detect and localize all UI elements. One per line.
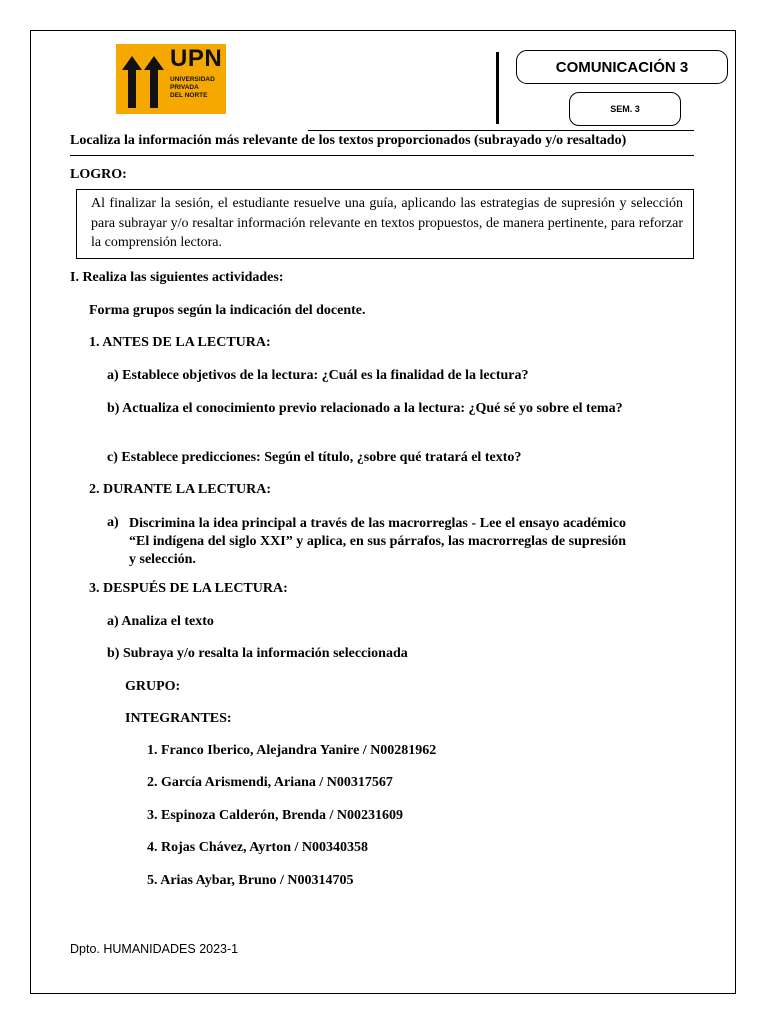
antes-item-a: a) Establece objetivos de la lectura: ¿Cuál es la finalidad de la lectura? bbox=[107, 368, 529, 383]
document-subtitle: Localiza la información más relevante de los textos proporcionados (subrayado y/o resaltado) bbox=[70, 133, 627, 148]
antes-item-c: c) Establece predicciones: Según el título, ¿sobre qué tratará el texto? bbox=[107, 450, 522, 465]
antes-heading: 1. ANTES DE LA LECTURA: bbox=[89, 335, 271, 350]
upn-arrows-icon bbox=[120, 52, 166, 108]
session-badge: SEM. 3 bbox=[569, 92, 681, 126]
durante-heading: 2. DURANTE LA LECTURA: bbox=[89, 482, 272, 497]
integrantes-label: INTEGRANTES: bbox=[125, 711, 232, 726]
page-border bbox=[30, 30, 736, 994]
member-item: 4. Rojas Chávez, Ayrton / N00340358 bbox=[147, 840, 369, 855]
despues-item-b: b) Subraya y/o resalta la información seleccionada bbox=[107, 646, 408, 661]
header-divider bbox=[496, 52, 499, 124]
course-title: COMUNICACIÓN 3 bbox=[516, 50, 728, 84]
despues-heading: 3. DESPUÉS DE LA LECTURA: bbox=[89, 581, 288, 596]
logro-heading: LOGRO: bbox=[70, 167, 127, 182]
logo-brand: UPN bbox=[170, 45, 223, 72]
logo-subtitle: UNIVERSIDAD PRIVADA DEL NORTE bbox=[170, 76, 215, 99]
despues-item-a: a) Analiza el texto bbox=[107, 614, 214, 629]
member-item: 5. Arias Aybar, Bruno / N00314705 bbox=[147, 873, 354, 888]
group-instruction: Forma grupos según la indicación del docente. bbox=[89, 303, 366, 318]
member-item: 2. García Arismendi, Ariana / N00317567 bbox=[147, 775, 393, 790]
member-item: 3. Espinoza Calderón, Brenda / N00231609 bbox=[147, 808, 404, 823]
upn-logo bbox=[116, 44, 226, 114]
logro-box bbox=[76, 189, 694, 259]
antes-item-b: b) Actualiza el conocimiento previo relacionado a la lectura: ¿Qué sé yo sobre el tema? bbox=[107, 401, 623, 416]
section-heading: I. Realiza las siguientes actividades: bbox=[70, 270, 284, 285]
subtitle-rule bbox=[70, 155, 694, 156]
footer-department: Dpto. HUMANIDADES 2023-1 bbox=[70, 942, 239, 956]
member-item: 1. Franco Iberico, Alejandra Yanire / N00281962 bbox=[147, 743, 437, 758]
durante-item-label: a) bbox=[107, 515, 119, 530]
top-rule bbox=[308, 130, 694, 131]
logro-text: Al finalizar la sesión, el estudiante resuelve una guía, aplicando las estrategias de supresión y selección para subrayar y/o resaltar información relevante en textos propuestos, de manera pertinente, para reforzar la comprensión lectora. bbox=[91, 196, 683, 250]
durante-item-a: Discrimina la idea principal a través de las macrorreglas - Lee el ensayo académico “El indígena del siglo XXI” y aplica, en sus párrafos, las macrorreglas de supresión y selección. bbox=[129, 516, 626, 567]
grupo-label: GRUPO: bbox=[125, 679, 181, 694]
